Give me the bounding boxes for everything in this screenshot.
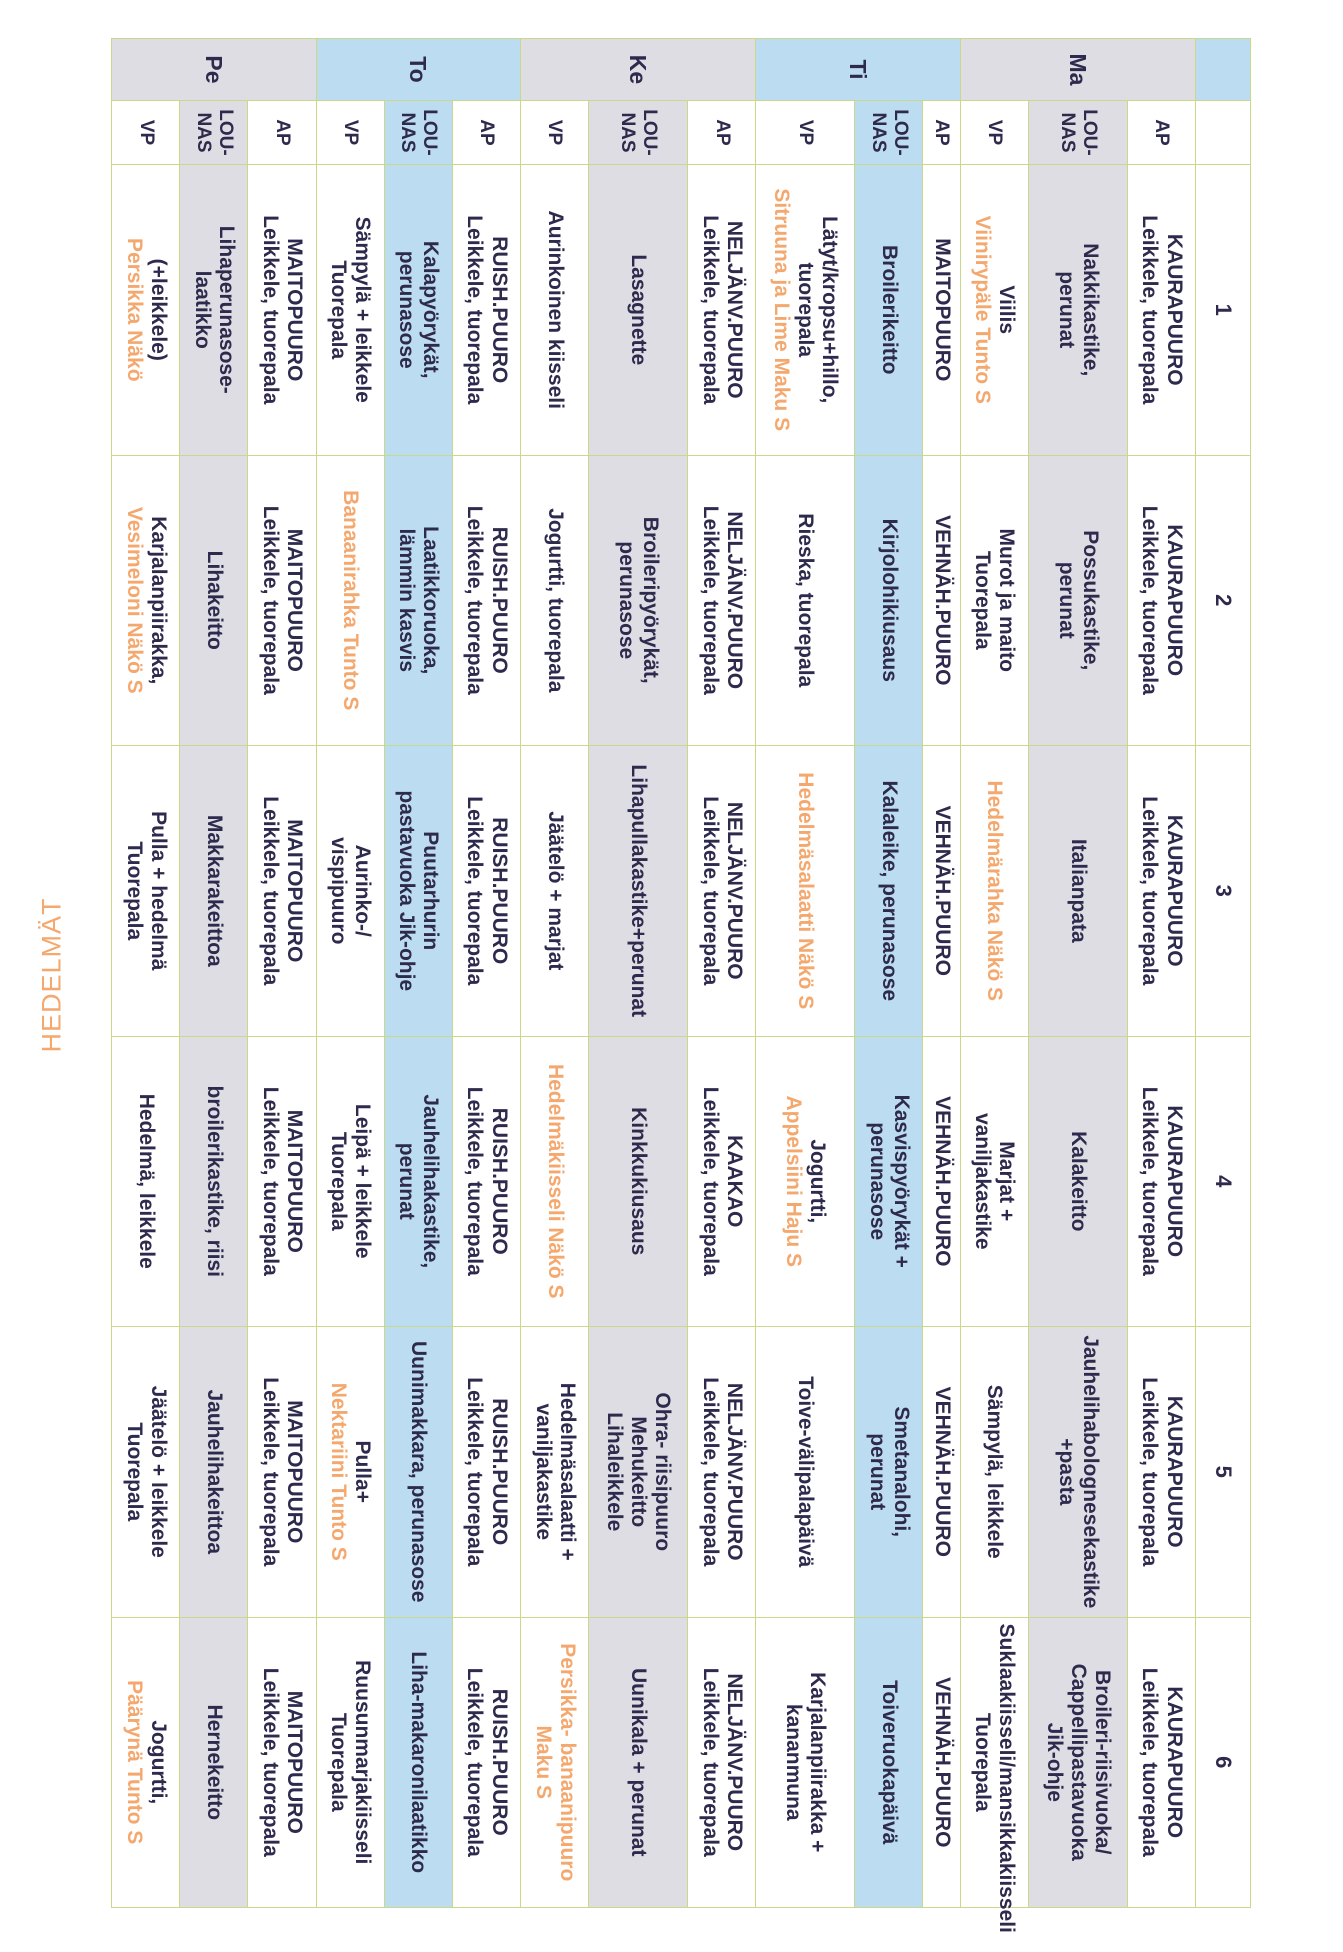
- menu-text: KAURAPUURO: [1162, 233, 1186, 386]
- menu-text: Leikkele, tuorepala: [1138, 215, 1162, 405]
- menu-cell: [1127, 1327, 1195, 1618]
- menu-text: KAAKAO: [722, 1135, 746, 1228]
- week-header: 2: [1196, 455, 1251, 746]
- menu-cell: [248, 1036, 316, 1327]
- menu-text: Lihapullakastike+perunat: [627, 764, 651, 1018]
- menu-cell: [923, 1617, 960, 1908]
- menu-cell: [316, 746, 384, 1037]
- menu-text: tuorepala: [794, 262, 818, 358]
- menu-cell: [180, 455, 248, 746]
- menu-text: Tuorepala: [971, 1712, 995, 1812]
- menu-cell: [180, 1036, 248, 1327]
- corner-cell: [1196, 39, 1251, 101]
- sensory-note: Banaanirahka Tunto S: [339, 490, 363, 711]
- menu-cell: [960, 1327, 1028, 1618]
- meal-type-label: LOU-NAS: [855, 101, 923, 165]
- menu-text: Tuorepala: [327, 260, 351, 360]
- menu-cell: [180, 746, 248, 1037]
- menu-text: MAITOPUURO: [283, 1109, 307, 1253]
- menu-cell: [112, 746, 180, 1037]
- page-title: HEDELMÄT: [36, 897, 67, 1053]
- menu-cell: [384, 1617, 452, 1908]
- menu-text: Lihakeitto: [202, 550, 226, 650]
- menu-text: Pulla + hedelmä: [146, 811, 170, 971]
- menu-text: Hernekeitto: [202, 1704, 226, 1821]
- menu-cell: [1127, 1617, 1195, 1908]
- menu-cell: [923, 1036, 960, 1327]
- menu-sheet: [111, 38, 1251, 1933]
- menu-cell: [960, 165, 1028, 456]
- menu-text: Jäätelö + leikkele: [146, 1385, 170, 1558]
- menu-text: Leikkele, tuorepala: [259, 505, 282, 695]
- menu-cell: [384, 455, 452, 746]
- menu-cell: [756, 1036, 855, 1327]
- menu-text: perunat: [1054, 271, 1078, 349]
- menu-text: RUISH.PUURO: [487, 817, 511, 965]
- menu-text: KAURAPUURO: [1162, 1395, 1186, 1548]
- menu-text: NELJÄNV.PUURO: [722, 1382, 746, 1561]
- menu-cell: [384, 1036, 452, 1327]
- menu-text: Leikkele, tuorepala: [1138, 1086, 1162, 1276]
- sensory-note: Hedelmärahka Näkö S: [983, 780, 1007, 1002]
- menu-text: KAURAPUURO: [1162, 814, 1186, 967]
- meal-type-label: LOU-NAS: [1028, 101, 1127, 165]
- menu-text: Ohra- riisipuuro: [651, 1392, 675, 1552]
- day-label: Ma: [960, 39, 1195, 101]
- menu-cell: [960, 1036, 1028, 1327]
- day-label: Ti: [756, 39, 960, 101]
- meal-type-label: AP: [1127, 101, 1195, 165]
- day-label: Pe: [112, 39, 317, 101]
- menu-cell: [112, 1327, 180, 1618]
- menu-cell: [923, 1327, 960, 1618]
- menu-text: Tuorepala: [122, 841, 146, 941]
- menu-text: Makkarakeittoa: [202, 814, 226, 967]
- menu-cell: [112, 1617, 180, 1908]
- menu-text: Kalakeitto: [1066, 1131, 1090, 1232]
- menu-text: KAURAPUURO: [1162, 524, 1186, 677]
- menu-cell: [960, 746, 1028, 1037]
- menu-cell: [688, 1617, 756, 1908]
- menu-text: KAURAPUURO: [1162, 1686, 1186, 1839]
- menu-cell: [1028, 1036, 1127, 1327]
- menu-text: MAITOPUURO: [930, 238, 954, 382]
- menu-text: RUISH.PUURO: [487, 526, 511, 674]
- menu-cell: [589, 1036, 688, 1327]
- week-header: 6: [1196, 1617, 1251, 1908]
- menu-text: VEHNÄH.PUURO: [930, 515, 954, 686]
- menu-text: Lasagnette: [627, 254, 651, 366]
- menu-text: NELJÄNV.PUURO: [722, 1673, 746, 1852]
- menu-cell: [923, 455, 960, 746]
- menu-cell: [589, 455, 688, 746]
- menu-cell: [452, 1327, 520, 1618]
- menu-cell: [688, 1036, 756, 1327]
- menu-text: perunat: [395, 1142, 419, 1220]
- menu-text: Jogurtti, tuorepala: [543, 508, 567, 693]
- menu-cell: [248, 1617, 316, 1908]
- menu-text: Jik-ohje: [1042, 1722, 1066, 1802]
- menu-text: VEHNÄH.PUURO: [930, 1677, 954, 1848]
- menu-text: Lihaleikkele: [603, 1412, 627, 1532]
- menu-text: Mehukeitto: [627, 1416, 651, 1528]
- meal-row: [688, 39, 756, 1908]
- meal-row: [855, 39, 923, 1908]
- meal-type-label: VP: [112, 101, 180, 165]
- meal-type-label: LOU-NAS: [180, 101, 248, 165]
- menu-cell: [855, 746, 923, 1037]
- menu-text: Broileripyörykät,: [639, 516, 663, 684]
- day-label: Ke: [520, 39, 755, 101]
- menu-cell: [248, 165, 316, 456]
- day-label: To: [316, 39, 520, 101]
- meal-row: [112, 39, 180, 1908]
- menu-cell: [960, 455, 1028, 746]
- meal-row: [180, 39, 248, 1908]
- menu-text: Leikkele, tuorepala: [463, 215, 487, 405]
- menu-text: RUISH.PUURO: [487, 236, 511, 384]
- menu-text: Jogurtti,: [146, 1720, 170, 1805]
- menu-text: MAITOPUURO: [283, 528, 307, 672]
- menu-cell: [384, 1327, 452, 1618]
- menu-text: Sämpylä, leikkele: [983, 1384, 1007, 1559]
- menu-cell: [855, 1327, 923, 1618]
- menu-text: RUISH.PUURO: [487, 1688, 511, 1836]
- menu-text: Smetanalohi,: [890, 1406, 914, 1538]
- meal-row: [1127, 39, 1195, 1908]
- menu-cell: [855, 1617, 923, 1908]
- menu-text: Laatikkoruoka,: [419, 526, 443, 675]
- meal-type-label: VP: [520, 101, 588, 165]
- menu-text: Suklaakiisseli/mansikkakiisseli: [995, 1623, 1019, 1933]
- menu-text: lämmin kasvis: [395, 528, 419, 673]
- meal-row: [316, 39, 384, 1908]
- menu-cell: [248, 746, 316, 1037]
- menu-text: Nakkikastike,: [1079, 243, 1102, 377]
- menu-text: +pasta: [1054, 1438, 1078, 1506]
- meal-type-label: LOU-NAS: [589, 101, 688, 165]
- menu-cell: [520, 746, 588, 1037]
- meal-row: [589, 39, 688, 1908]
- menu-text: Liha-makaronilaatikko: [407, 1651, 431, 1874]
- menu-text: Italianpata: [1066, 838, 1090, 943]
- meal-type-label: AP: [688, 101, 756, 165]
- menu-cell: [452, 455, 520, 746]
- menu-text: Aurinko-/: [351, 844, 375, 937]
- menu-cell: [180, 165, 248, 456]
- meal-row: [960, 39, 1028, 1908]
- menu-text: Toiveruokapäivä: [877, 1680, 901, 1845]
- menu-cell: [384, 165, 452, 456]
- menu-cell: [112, 165, 180, 456]
- menu-text: Hedelmäsalaatti +: [555, 1382, 579, 1561]
- menu-cell: [384, 746, 452, 1037]
- menu-cell: [1127, 455, 1195, 746]
- menu-text: Karjalanpiirakka,: [146, 516, 170, 685]
- menu-text: Jauhelihabolognesekastike: [1079, 1335, 1102, 1609]
- menu-cell: [316, 1617, 384, 1908]
- meal-row: [452, 39, 520, 1908]
- menu-text: Kalaleike, perunasose: [877, 780, 901, 1002]
- menu-text: kananmuna: [782, 1703, 806, 1821]
- menu-text: Jauhelihakastike,: [419, 1094, 443, 1269]
- menu-cell: [248, 455, 316, 746]
- meal-type-label: VP: [756, 101, 855, 165]
- menu-cell: [855, 1036, 923, 1327]
- menu-cell: [960, 1617, 1028, 1933]
- menu-text: Leikkele, tuorepala: [698, 1667, 722, 1857]
- menu-cell: [316, 165, 384, 456]
- menu-text: Jäätelö + marjat: [543, 811, 567, 971]
- menu-text: Viilis: [995, 285, 1019, 335]
- menu-text: RUISH.PUURO: [487, 1398, 511, 1546]
- meal-row: [248, 39, 316, 1908]
- menu-cell: [589, 746, 688, 1037]
- menu-table: [111, 38, 1251, 1933]
- menu-text: MAITOPUURO: [283, 1400, 307, 1544]
- menu-cell: [1127, 1036, 1195, 1327]
- menu-text: laatikko: [190, 270, 214, 349]
- menu-cell: [180, 1617, 248, 1908]
- sensory-note: Sitruuna ja Lime Maku S: [770, 188, 794, 432]
- sensory-note: Nektariini Tunto S: [327, 1382, 351, 1561]
- menu-text: Uunikala + perunat: [627, 1668, 651, 1857]
- menu-text: Leikkele, tuorepala: [259, 1667, 282, 1857]
- menu-text: perunasose: [395, 250, 419, 369]
- menu-text: Pulla+: [351, 1440, 375, 1503]
- menu-text: Lihaperunasose-: [215, 225, 238, 394]
- menu-text: Kirjolohikiusaus: [877, 518, 901, 682]
- menu-text: Lätyt/kropsu+hillo,: [818, 216, 842, 404]
- menu-text: Leikkele, tuorepala: [259, 1377, 282, 1567]
- menu-text: Tuorepala: [122, 1422, 146, 1522]
- sensory-note: Persikka Näkö: [122, 237, 146, 382]
- menu-text: Murot ja maito: [995, 528, 1019, 672]
- menu-text: Tuorepala: [971, 550, 995, 650]
- menu-text: Possukastike,: [1079, 530, 1102, 671]
- menu-text: Leikkele, tuorepala: [463, 796, 487, 986]
- menu-text: Aurinkoinen kiisseli: [543, 210, 567, 409]
- menu-cell: [520, 165, 588, 456]
- menu-text: NELJÄNV.PUURO: [722, 801, 746, 980]
- menu-text: Leikkele, tuorepala: [698, 1086, 722, 1276]
- menu-text: Kinkkukiusaus: [627, 1107, 651, 1256]
- menu-cell: [756, 455, 855, 746]
- menu-text: perunasose: [615, 541, 639, 660]
- menu-text: Cappellipastavuoka: [1066, 1663, 1090, 1861]
- menu-text: Leikkele, tuorepala: [698, 505, 722, 695]
- sensory-note: Hedelmäkiisseli Näkö S: [543, 1063, 567, 1299]
- menu-text: Hedelmä, leikkele: [134, 1093, 158, 1269]
- menu-text: Leipä + leikkele: [351, 1103, 375, 1259]
- menu-text: Kalapyörykät,: [419, 240, 443, 379]
- menu-text: MAITOPUURO: [283, 819, 307, 963]
- menu-cell: [520, 1327, 588, 1618]
- menu-text: Marjat +: [995, 1141, 1019, 1222]
- menu-cell: [923, 165, 960, 456]
- menu-text: Leikkele, tuorepala: [698, 796, 722, 986]
- meal-type-label: VP: [960, 101, 1028, 165]
- menu-text: Leikkele, tuorepala: [463, 1667, 487, 1857]
- meal-header-cell: [1196, 101, 1251, 165]
- menu-text: perunat: [1054, 561, 1078, 639]
- menu-cell: [1028, 1617, 1127, 1908]
- menu-text: Puutarhurin: [419, 831, 443, 951]
- menu-cell: [589, 1617, 688, 1908]
- meal-type-label: AP: [248, 101, 316, 165]
- menu-text: Leikkele, tuorepala: [698, 215, 722, 405]
- menu-cell: [923, 746, 960, 1037]
- meal-type-label: AP: [452, 101, 520, 165]
- menu-cell: [1028, 746, 1127, 1037]
- menu-cell: [316, 455, 384, 746]
- menu-text: Jogurtti,: [806, 1139, 830, 1224]
- menu-text: Leikkele, tuorepala: [1138, 505, 1162, 695]
- meal-row: [520, 39, 588, 1908]
- menu-text: KAURAPUURO: [1162, 1105, 1186, 1258]
- meal-row: [1028, 39, 1127, 1908]
- menu-cell: [688, 1327, 756, 1618]
- menu-text: Leikkele, tuorepala: [1138, 796, 1162, 986]
- menu-cell: [520, 455, 588, 746]
- menu-text: Ruusunmarjakiisseli: [351, 1660, 375, 1865]
- sensory-note: Persikka- banaanipuuro Maku S: [531, 1643, 579, 1882]
- menu-text: perunasose: [865, 1122, 889, 1241]
- menu-cell: [589, 1327, 688, 1618]
- meal-type-label: LOU-NAS: [384, 101, 452, 165]
- menu-cell: [1028, 165, 1127, 456]
- menu-text: (+leikkele): [146, 258, 170, 361]
- week-header: 5: [1196, 1327, 1251, 1618]
- meal-type-label: VP: [316, 101, 384, 165]
- menu-text: vispipuuro: [327, 837, 351, 945]
- sensory-note: Viinirypäle Tunto S: [971, 215, 995, 404]
- menu-text: Leikkele, tuorepala: [259, 796, 282, 986]
- menu-cell: [756, 165, 855, 456]
- sensory-note: Vesimeloni Näkö S: [122, 506, 146, 694]
- menu-text: VEHNÄH.PUURO: [930, 1096, 954, 1267]
- menu-text: Leikkele, tuorepala: [1138, 1667, 1162, 1857]
- meal-type-label: AP: [923, 101, 960, 165]
- menu-text: Leikkele, tuorepala: [698, 1377, 722, 1567]
- menu-cell: [1127, 165, 1195, 456]
- sensory-note: Hedelmäsalaatti Näkö S: [794, 772, 818, 1010]
- menu-text: perunat: [865, 1433, 889, 1511]
- meal-row: [923, 39, 960, 1908]
- menu-cell: [452, 746, 520, 1037]
- menu-cell: [520, 1036, 588, 1327]
- menu-text: NELJÄNV.PUURO: [722, 220, 746, 399]
- menu-text: Leikkele, tuorepala: [259, 215, 282, 405]
- menu-text: Uunimakkara, perunasose: [407, 1341, 431, 1603]
- menu-cell: [756, 746, 855, 1037]
- week-header: 3: [1196, 746, 1251, 1037]
- menu-cell: [248, 1327, 316, 1618]
- menu-text: Leikkele, tuorepala: [463, 1377, 487, 1567]
- menu-text: pastavuoka Jik-ohje: [395, 790, 419, 992]
- menu-text: Kasvispyörykät +: [890, 1094, 914, 1268]
- menu-text: Broilerikeitto: [877, 244, 901, 375]
- menu-text: NELJÄNV.PUURO: [722, 511, 746, 690]
- menu-text: Leikkele, tuorepala: [259, 1086, 282, 1276]
- menu-text: vaniljakastike: [531, 1403, 555, 1541]
- menu-cell: [688, 165, 756, 456]
- meal-row: [756, 39, 855, 1908]
- menu-text: Jauhelihakeittoa: [202, 1389, 226, 1555]
- menu-cell: [452, 1617, 520, 1908]
- menu-cell: [452, 1036, 520, 1327]
- sensory-note: Päärynä Tunto S: [122, 1680, 146, 1845]
- menu-cell: [1028, 455, 1127, 746]
- menu-text: Sämpylä + leikkele: [351, 216, 375, 403]
- menu-cell: [855, 165, 923, 456]
- menu-cell: [1127, 746, 1195, 1037]
- menu-text: Tuorepala: [327, 1131, 351, 1231]
- menu-cell: [688, 455, 756, 746]
- menu-cell: [688, 746, 756, 1037]
- menu-cell: [855, 455, 923, 746]
- menu-text: VEHNÄH.PUURO: [930, 1386, 954, 1557]
- menu-cell: [520, 1617, 588, 1908]
- menu-text: MAITOPUURO: [283, 1690, 307, 1834]
- menu-text: Tuorepala: [327, 1712, 351, 1812]
- menu-cell: [1028, 1327, 1127, 1618]
- menu-text: broilerikastike, riisi: [202, 1085, 226, 1277]
- menu-text: vaniljakastike: [971, 1112, 995, 1250]
- menu-body: [112, 39, 1196, 1933]
- meal-row: [384, 39, 452, 1908]
- menu-cell: [112, 1036, 180, 1327]
- menu-cell: [589, 165, 688, 456]
- menu-text: Leikkele, tuorepala: [463, 1086, 487, 1276]
- menu-text: VEHNÄH.PUURO: [930, 805, 954, 976]
- menu-cell: [112, 455, 180, 746]
- menu-cell: [316, 1327, 384, 1618]
- menu-cell: [452, 165, 520, 456]
- week-header: 4: [1196, 1036, 1251, 1327]
- menu-cell: [180, 1327, 248, 1618]
- week-header-row: [1196, 39, 1251, 1908]
- menu-text: Leikkele, tuorepala: [1138, 1377, 1162, 1567]
- menu-text: Broileri-riisivuoka/: [1091, 1670, 1115, 1855]
- week-header: 1: [1196, 165, 1251, 456]
- menu-cell: [756, 1617, 855, 1908]
- menu-text: Leikkele, tuorepala: [463, 505, 487, 695]
- menu-text: Rieska, tuorepala: [794, 513, 818, 688]
- menu-text: Karjalanpiirakka +: [806, 1672, 830, 1853]
- sensory-note: Appelsiini Haju S: [782, 1095, 806, 1268]
- menu-text: MAITOPUURO: [283, 238, 307, 382]
- menu-cell: [316, 1036, 384, 1327]
- menu-cell: [756, 1327, 855, 1618]
- menu-text: RUISH.PUURO: [487, 1107, 511, 1255]
- menu-text: Toive-välipalapäivä: [794, 1376, 818, 1568]
